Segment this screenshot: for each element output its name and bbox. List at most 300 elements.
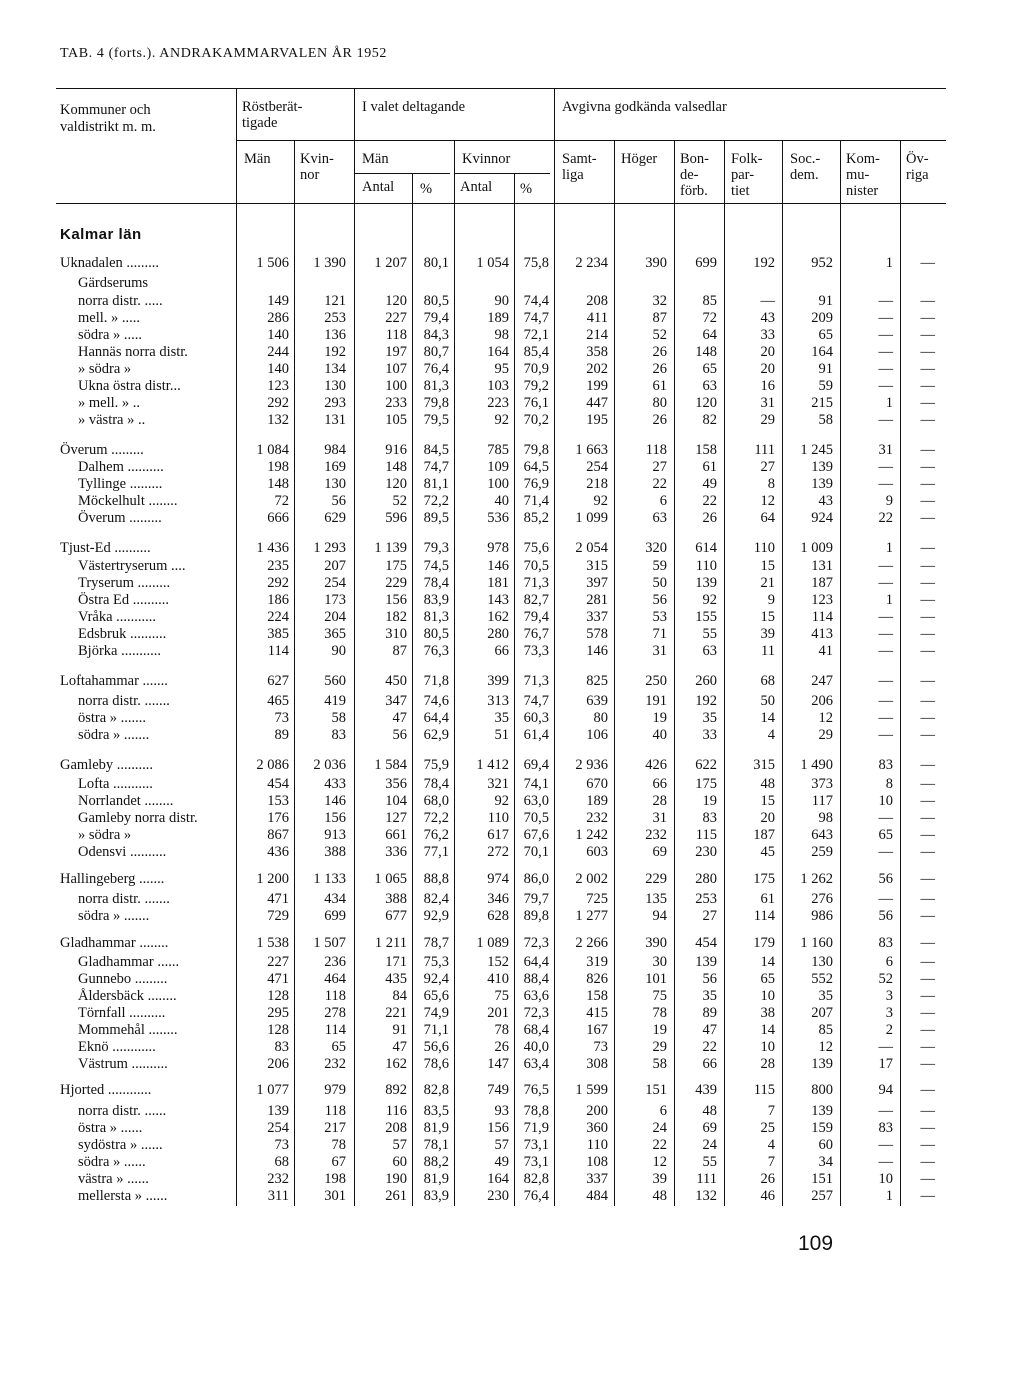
cell-bondeforb: 230 — [695, 844, 717, 860]
cell-deltagande-kvinnor-antal: 201 — [487, 1005, 509, 1021]
cell-samtliga: 232 — [586, 810, 608, 826]
cell-hoger: 53 — [652, 609, 667, 625]
header-kvinnor-1: Kvin- — [300, 151, 334, 167]
cell-deltagande-man-antal: 171 — [385, 954, 407, 970]
cell-kommunister: — — [878, 310, 893, 326]
cell-kvinnor: 253 — [324, 310, 346, 326]
cell-socdem: 139 — [811, 1103, 833, 1119]
cell-samtliga: 92 — [593, 493, 608, 509]
cell-folkpartiet: 16 — [760, 378, 775, 394]
cell-hoger: 78 — [652, 1005, 667, 1021]
cell-socdem: 139 — [811, 459, 833, 475]
header-kom-1: Kom- — [846, 151, 880, 167]
cell-bondeforb: 27 — [702, 908, 717, 924]
cell-folkpartiet: 14 — [760, 954, 775, 970]
cell-socdem: 259 — [811, 844, 833, 860]
cell-kvinnor: 118 — [324, 988, 346, 1004]
cell-hoger: 48 — [652, 1188, 667, 1204]
cell-ovriga: — — [920, 493, 935, 509]
cell-kvinnor: 217 — [324, 1120, 346, 1136]
header-avgivna: Avgivna godkända valsedlar — [562, 99, 727, 115]
header-rostberattigade-2: tigade — [242, 115, 278, 131]
cell-kvinnor: 58 — [331, 710, 346, 726]
cell-ovriga: — — [920, 609, 935, 625]
cell-bondeforb: 22 — [702, 493, 717, 509]
cell-hoger: 94 — [652, 908, 667, 924]
cell-kvinnor: 173 — [324, 592, 346, 608]
cell-folkpartiet: 50 — [760, 693, 775, 709]
cell-deltagande-man-pct: 83,5 — [423, 1103, 449, 1119]
cell-bondeforb: 622 — [695, 757, 717, 773]
cell-man: 114 — [267, 643, 289, 659]
cell-kommunister: 52 — [878, 971, 893, 987]
cell-bondeforb: 92 — [702, 592, 717, 608]
cell-ovriga: — — [920, 693, 935, 709]
cell-socdem: 1 245 — [800, 442, 833, 458]
cell-samtliga: 1 099 — [575, 510, 608, 526]
header-sub-rule-man — [354, 173, 450, 174]
cell-folkpartiet: 8 — [767, 476, 775, 492]
cell-deltagande-man-pct: 56,6 — [423, 1039, 449, 1055]
cell-deltagande-man-antal: 261 — [385, 1188, 407, 1204]
cell-kvinnor: 83 — [331, 727, 346, 743]
cell-deltagande-man-pct: 78,4 — [423, 776, 449, 792]
table-row — [0, 441, 1024, 459]
cell-samtliga: 484 — [586, 1188, 608, 1204]
cell-deltagande-kvinnor-pct: 82,7 — [523, 592, 549, 608]
cell-folkpartiet: 64 — [760, 510, 775, 526]
cell-man: 224 — [267, 609, 289, 625]
cell-samtliga: 218 — [586, 476, 608, 492]
header-pct-2: % — [520, 181, 533, 197]
cell-ovriga: — — [920, 1082, 935, 1098]
table-row — [0, 509, 1024, 527]
cell-folkpartiet: 38 — [760, 1005, 775, 1021]
cell-kvinnor: 65 — [331, 1039, 346, 1055]
cell-ovriga: — — [920, 626, 935, 642]
cell-man: 666 — [267, 510, 289, 526]
cell-kvinnor: 365 — [324, 626, 346, 642]
cell-folkpartiet: 28 — [760, 1056, 775, 1072]
cell-hoger: 320 — [645, 540, 667, 556]
header-soc-2: dem. — [790, 167, 819, 183]
cell-hoger: 22 — [652, 1137, 667, 1153]
cell-man: 68 — [274, 1154, 289, 1170]
cell-deltagande-kvinnor-pct: 71,9 — [523, 1120, 549, 1136]
cell-folkpartiet: 26 — [760, 1171, 775, 1187]
table-row — [0, 539, 1024, 557]
cell-hoger: 56 — [652, 592, 667, 608]
table-row — [0, 870, 1024, 888]
cell-ovriga: — — [920, 412, 935, 428]
row-name: Västrum .......... — [78, 1056, 168, 1072]
cell-kommunister: 2 — [885, 1022, 893, 1038]
cell-folkpartiet: 25 — [760, 1120, 775, 1136]
cell-kvinnor: 198 — [324, 1171, 346, 1187]
cell-samtliga: 80 — [593, 710, 608, 726]
row-name: Östra Ed .......... — [78, 592, 170, 608]
cell-deltagande-kvinnor-antal: 26 — [494, 1039, 509, 1055]
cell-folkpartiet: 14 — [760, 710, 775, 726]
cell-bondeforb: 175 — [695, 776, 717, 792]
cell-hoger: 19 — [652, 1022, 667, 1038]
cell-deltagande-man-pct: 80,5 — [423, 293, 449, 309]
cell-hoger: 32 — [652, 293, 667, 309]
cell-man: 149 — [267, 293, 289, 309]
cell-folkpartiet: 175 — [753, 871, 775, 887]
cell-deltagande-kvinnor-antal: 147 — [487, 1056, 509, 1072]
cell-kvinnor: 2 036 — [313, 757, 346, 773]
cell-ovriga: — — [920, 1120, 935, 1136]
cell-samtliga: 358 — [586, 344, 608, 360]
table-row — [0, 475, 1024, 493]
cell-bondeforb: 699 — [695, 255, 717, 271]
cell-deltagande-man-antal: 1 065 — [374, 871, 407, 887]
cell-deltagande-man-antal: 162 — [385, 1056, 407, 1072]
cell-kvinnor: 207 — [324, 558, 346, 574]
cell-socdem: 159 — [811, 1120, 833, 1136]
cell-bondeforb: 72 — [702, 310, 717, 326]
header-bonde-1: Bon- — [680, 151, 709, 167]
row-name: Gamleby norra distr. — [78, 810, 198, 826]
cell-bondeforb: 55 — [702, 1154, 717, 1170]
cell-deltagande-kvinnor-pct: 64,5 — [523, 459, 549, 475]
table-row — [0, 1119, 1024, 1137]
cell-folkpartiet: — — [760, 293, 775, 309]
cell-deltagande-man-antal: 104 — [385, 793, 407, 809]
cell-deltagande-kvinnor-antal: 93 — [494, 1103, 509, 1119]
cell-folkpartiet: 48 — [760, 776, 775, 792]
row-name: Åldersbäck ........ — [78, 988, 177, 1004]
cell-samtliga: 411 — [586, 310, 608, 326]
cell-deltagande-kvinnor-antal: 1 054 — [476, 255, 509, 271]
row-name: Lofta ........... — [78, 776, 153, 792]
cell-folkpartiet: 39 — [760, 626, 775, 642]
cell-man: 471 — [267, 971, 289, 987]
cell-kvinnor: 464 — [324, 971, 346, 987]
cell-kommunister: 83 — [878, 757, 893, 773]
cell-man: 232 — [267, 1171, 289, 1187]
cell-deltagande-kvinnor-pct: 74,4 — [523, 293, 549, 309]
cell-ovriga: — — [920, 757, 935, 773]
cell-folkpartiet: 14 — [760, 1022, 775, 1038]
table-row — [0, 591, 1024, 609]
cell-man: 132 — [267, 412, 289, 428]
cell-samtliga: 1 277 — [575, 908, 608, 924]
cell-bondeforb: 139 — [695, 954, 717, 970]
cell-hoger: 39 — [652, 1171, 667, 1187]
cell-socdem: 1 160 — [800, 935, 833, 951]
cell-ovriga: — — [920, 327, 935, 343]
cell-deltagande-man-antal: 182 — [385, 609, 407, 625]
cell-bondeforb: 63 — [702, 378, 717, 394]
cell-ovriga: — — [920, 727, 935, 743]
cell-deltagande-man-antal: 221 — [385, 1005, 407, 1021]
cell-folkpartiet: 12 — [760, 493, 775, 509]
cell-deltagande-kvinnor-antal: 156 — [487, 1120, 509, 1136]
row-name: Överum ......... — [78, 510, 162, 526]
cell-deltagande-kvinnor-antal: 313 — [487, 693, 509, 709]
cell-kommunister: 9 — [885, 493, 893, 509]
cell-deltagande-kvinnor-antal: 785 — [487, 442, 509, 458]
cell-ovriga: — — [920, 1005, 935, 1021]
cell-kommunister: — — [878, 344, 893, 360]
cell-deltagande-kvinnor-antal: 40 — [494, 493, 509, 509]
cell-socdem: 373 — [811, 776, 833, 792]
row-name: södra » ...... — [78, 1154, 146, 1170]
cell-deltagande-kvinnor-antal: 346 — [487, 891, 509, 907]
cell-man: 1 200 — [256, 871, 289, 887]
cell-ovriga: — — [920, 255, 935, 271]
row-name: Tyllinge ......... — [78, 476, 163, 492]
cell-deltagande-man-antal: 310 — [385, 626, 407, 642]
header-valdistrikt: valdistrikt m. m. — [60, 119, 156, 135]
header-kommuner: Kommuner och — [60, 102, 151, 118]
cell-kommunister: 6 — [885, 954, 893, 970]
table-row — [0, 608, 1024, 626]
cell-deltagande-man-antal: 91 — [392, 1022, 407, 1038]
table-row — [0, 692, 1024, 710]
cell-man: 385 — [267, 626, 289, 642]
cell-man: 176 — [267, 810, 289, 826]
cell-man: 454 — [267, 776, 289, 792]
table-row — [0, 254, 1024, 272]
cell-samtliga: 146 — [586, 643, 608, 659]
cell-man: 128 — [267, 1022, 289, 1038]
cell-man: 311 — [267, 1188, 289, 1204]
cell-kvinnor: 232 — [324, 1056, 346, 1072]
cell-deltagande-kvinnor-pct: 64,4 — [523, 954, 549, 970]
cell-bondeforb: 49 — [702, 476, 717, 492]
cell-ovriga: — — [920, 1188, 935, 1204]
table-row — [0, 1187, 1024, 1205]
row-name: västra » ...... — [78, 1171, 149, 1187]
row-name: södra » ....... — [78, 727, 150, 743]
cell-kommunister: 17 — [878, 1056, 893, 1072]
header-kvinnor-full: Kvinnor — [462, 151, 511, 167]
cell-deltagande-man-antal: 148 — [385, 459, 407, 475]
table-row — [0, 987, 1024, 1005]
table-row — [0, 843, 1024, 861]
cell-deltagande-man-pct: 74,7 — [423, 459, 449, 475]
cell-hoger: 6 — [659, 493, 667, 509]
row-name: Hallingeberg ....... — [60, 871, 165, 887]
cell-kommunister: 65 — [878, 827, 893, 843]
cell-samtliga: 415 — [586, 1005, 608, 1021]
cell-kvinnor: 236 — [324, 954, 346, 970]
page-number: 109 — [798, 1232, 834, 1255]
cell-hoger: 29 — [652, 1039, 667, 1055]
cell-deltagande-kvinnor-pct: 40,0 — [523, 1039, 549, 1055]
table-row — [0, 1038, 1024, 1056]
cell-socdem: 65 — [818, 327, 833, 343]
cell-man: 140 — [267, 327, 289, 343]
cell-deltagande-man-antal: 677 — [385, 908, 407, 924]
cell-ovriga: — — [920, 971, 935, 987]
cell-deltagande-man-antal: 227 — [385, 310, 407, 326]
cell-socdem: 12 — [818, 710, 833, 726]
cell-deltagande-kvinnor-pct: 75,8 — [523, 255, 549, 271]
row-name: Gamleby .......... — [60, 757, 154, 773]
cell-deltagande-kvinnor-pct: 72,1 — [523, 327, 549, 343]
cell-ovriga: — — [920, 844, 935, 860]
cell-socdem: 91 — [818, 361, 833, 377]
cell-deltagande-man-pct: 78,7 — [423, 935, 449, 951]
cell-man: 436 — [267, 844, 289, 860]
cell-samtliga: 578 — [586, 626, 608, 642]
cell-socdem: 986 — [811, 908, 833, 924]
cell-kvinnor: 984 — [324, 442, 346, 458]
cell-samtliga: 195 — [586, 412, 608, 428]
cell-deltagande-kvinnor-pct: 79,7 — [523, 891, 549, 907]
cell-samtliga: 1 599 — [575, 1082, 608, 1098]
cell-socdem: 60 — [818, 1137, 833, 1153]
cell-folkpartiet: 11 — [761, 643, 775, 659]
cell-deltagande-kvinnor-antal: 321 — [487, 776, 509, 792]
row-name: sydöstra » ...... — [78, 1137, 163, 1153]
cell-deltagande-man-antal: 1 584 — [374, 757, 407, 773]
cell-socdem: 151 — [811, 1171, 833, 1187]
cell-deltagande-kvinnor-pct: 75,6 — [523, 540, 549, 556]
cell-samtliga: 73 — [593, 1039, 608, 1055]
cell-bondeforb: 35 — [702, 710, 717, 726]
header-folk-3: tiet — [731, 183, 750, 199]
cell-deltagande-kvinnor-antal: 143 — [487, 592, 509, 608]
row-name: » västra » .. — [78, 412, 146, 428]
cell-deltagande-man-antal: 1 211 — [374, 935, 407, 951]
cell-deltagande-man-antal: 52 — [392, 493, 407, 509]
cell-kommunister: — — [878, 476, 893, 492]
cell-kvinnor: 118 — [324, 1103, 346, 1119]
cell-man: 1 077 — [256, 1082, 289, 1098]
cell-hoger: 58 — [652, 1056, 667, 1072]
cell-kvinnor: 419 — [324, 693, 346, 709]
cell-bondeforb: 35 — [702, 988, 717, 1004]
cell-deltagande-man-antal: 450 — [385, 673, 407, 689]
cell-bondeforb: 111 — [696, 1171, 717, 1187]
cell-kommunister: 8 — [885, 776, 893, 792]
cell-ovriga: — — [920, 558, 935, 574]
table-row — [0, 953, 1024, 971]
cell-socdem: 139 — [811, 1056, 833, 1072]
cell-deltagande-kvinnor-pct: 79,4 — [523, 609, 549, 625]
cell-deltagande-man-pct: 74,9 — [423, 1005, 449, 1021]
cell-deltagande-kvinnor-pct: 71,4 — [523, 493, 549, 509]
cell-hoger: 28 — [652, 793, 667, 809]
cell-hoger: 118 — [645, 442, 667, 458]
row-name: Vråka ........... — [78, 609, 157, 625]
cell-bondeforb: 56 — [702, 971, 717, 987]
cell-kommunister: — — [878, 1039, 893, 1055]
table-row — [0, 292, 1024, 310]
cell-man: 627 — [267, 673, 289, 689]
cell-deltagande-man-pct: 74,5 — [423, 558, 449, 574]
table-row — [0, 709, 1024, 727]
cell-bondeforb: 260 — [695, 673, 717, 689]
cell-deltagande-man-antal: 156 — [385, 592, 407, 608]
cell-samtliga: 158 — [586, 988, 608, 1004]
cell-man: 73 — [274, 710, 289, 726]
cell-samtliga: 725 — [586, 891, 608, 907]
cell-man: 292 — [267, 575, 289, 591]
cell-bondeforb: 454 — [695, 935, 717, 951]
cell-deltagande-man-antal: 892 — [385, 1082, 407, 1098]
cell-deltagande-kvinnor-pct: 79,2 — [523, 378, 549, 394]
cell-deltagande-kvinnor-antal: 410 — [487, 971, 509, 987]
cell-ovriga: — — [920, 459, 935, 475]
cell-bondeforb: 64 — [702, 327, 717, 343]
cell-deltagande-man-antal: 87 — [392, 643, 407, 659]
cell-deltagande-kvinnor-pct: 70,5 — [523, 810, 549, 826]
cell-deltagande-man-antal: 127 — [385, 810, 407, 826]
row-name: södra » ..... — [78, 327, 143, 343]
cell-deltagande-kvinnor-antal: 399 — [487, 673, 509, 689]
cell-deltagande-man-pct: 76,3 — [423, 643, 449, 659]
cell-deltagande-man-pct: 81,1 — [423, 476, 449, 492]
cell-deltagande-kvinnor-pct: 63,4 — [523, 1056, 549, 1072]
cell-bondeforb: 192 — [695, 693, 717, 709]
cell-samtliga: 214 — [586, 327, 608, 343]
cell-bondeforb: 65 — [702, 361, 717, 377]
cell-folkpartiet: 187 — [753, 827, 775, 843]
cell-socdem: 12 — [818, 1039, 833, 1055]
cell-ovriga: — — [920, 344, 935, 360]
header-bonde-3: förb. — [680, 183, 708, 199]
cell-samtliga: 167 — [586, 1022, 608, 1038]
cell-man: 729 — [267, 908, 289, 924]
cell-man: 292 — [267, 395, 289, 411]
cell-deltagande-kvinnor-antal: 628 — [487, 908, 509, 924]
cell-socdem: 114 — [811, 609, 833, 625]
cell-deltagande-kvinnor-antal: 92 — [494, 793, 509, 809]
table-row — [0, 574, 1024, 592]
header-kom-2: mu- — [846, 167, 870, 183]
cell-hoger: 50 — [652, 575, 667, 591]
cell-socdem: 276 — [811, 891, 833, 907]
cell-deltagande-man-pct: 62,9 — [423, 727, 449, 743]
cell-kommunister: 1 — [885, 540, 893, 556]
cell-socdem: 1 490 — [800, 757, 833, 773]
cell-deltagande-kvinnor-antal: 110 — [487, 810, 509, 826]
cell-deltagande-man-antal: 356 — [385, 776, 407, 792]
cell-socdem: 247 — [811, 673, 833, 689]
cell-deltagande-kvinnor-pct: 63,6 — [523, 988, 549, 1004]
cell-folkpartiet: 7 — [767, 1103, 775, 1119]
cell-deltagande-kvinnor-pct: 67,6 — [523, 827, 549, 843]
header-rostberattigade: Röstberät- — [242, 99, 303, 115]
cell-bondeforb: 132 — [695, 1188, 717, 1204]
cell-socdem: 215 — [811, 395, 833, 411]
cell-kvinnor: 560 — [324, 673, 346, 689]
cell-hoger: 59 — [652, 558, 667, 574]
cell-ovriga: — — [920, 954, 935, 970]
cell-ovriga: — — [920, 643, 935, 659]
cell-deltagande-kvinnor-pct: 73,1 — [523, 1154, 549, 1170]
cell-deltagande-man-pct: 64,4 — [423, 710, 449, 726]
cell-folkpartiet: 110 — [753, 540, 775, 556]
cell-samtliga: 319 — [586, 954, 608, 970]
cell-deltagande-kvinnor-antal: 230 — [487, 1188, 509, 1204]
cell-folkpartiet: 68 — [760, 673, 775, 689]
cell-bondeforb: 82 — [702, 412, 717, 428]
table-row — [0, 492, 1024, 510]
cell-man: 465 — [267, 693, 289, 709]
cell-ovriga: — — [920, 395, 935, 411]
cell-ovriga: — — [920, 710, 935, 726]
cell-deltagande-man-pct: 82,8 — [423, 1082, 449, 1098]
cell-kommunister: 1 — [885, 255, 893, 271]
cell-man: 227 — [267, 954, 289, 970]
